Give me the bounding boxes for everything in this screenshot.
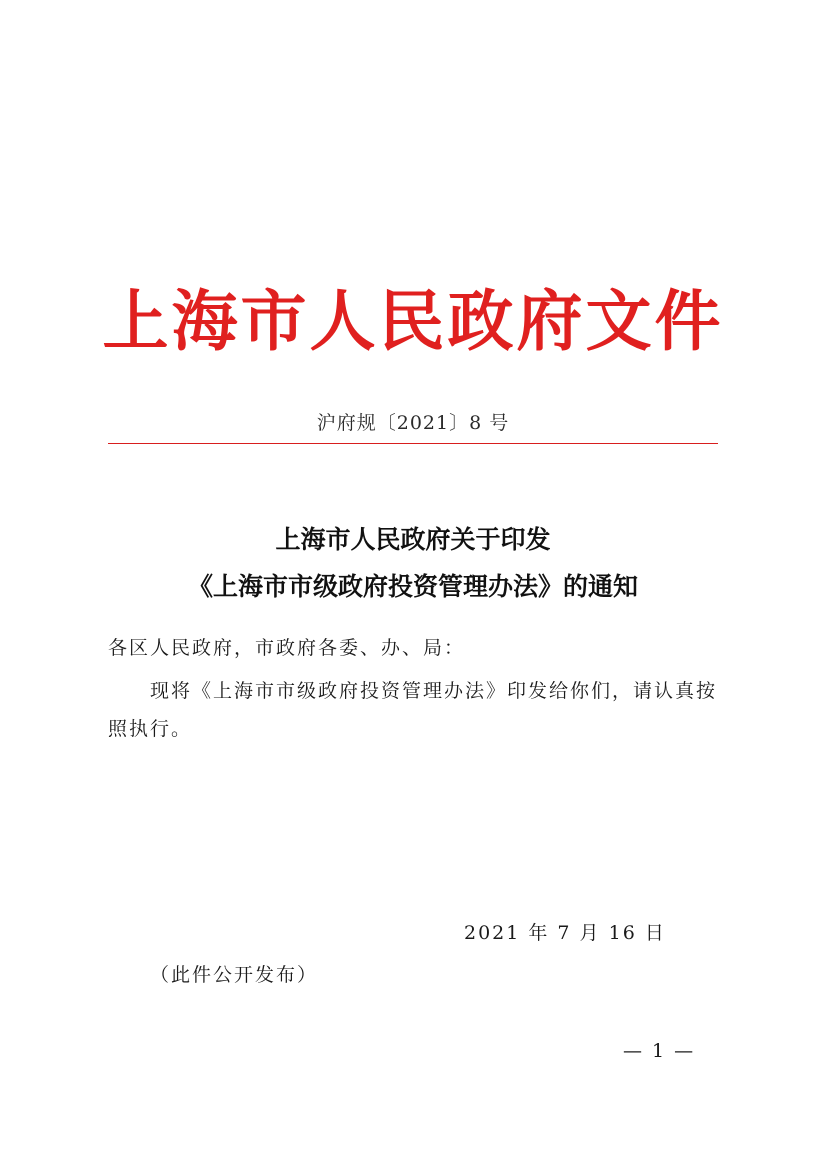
issue-date: 2021 年 7 月 16 日: [464, 922, 666, 944]
notice-title-line-2: 《上海市市级政府投资管理办法》的通知: [187, 572, 638, 601]
body-paragraph-line-1: 现将《上海市市级政府投资管理办法》印发给你们，请认真按: [150, 680, 718, 702]
body-paragraph-line-2: 照执行。: [108, 718, 193, 740]
document-number: 沪府规〔2021〕8 号: [316, 412, 510, 434]
page-number: — 1 —: [623, 1040, 696, 1062]
notice-title-line-1: 上海市人民政府关于印发: [275, 525, 551, 554]
public-release-note: （此件公开发布）: [150, 964, 319, 986]
document-header-title: 上海市人民政府文件: [102, 282, 724, 360]
header-divider: [108, 443, 718, 444]
salutation: 各区人民政府，市政府各委、办、局：: [108, 637, 466, 659]
